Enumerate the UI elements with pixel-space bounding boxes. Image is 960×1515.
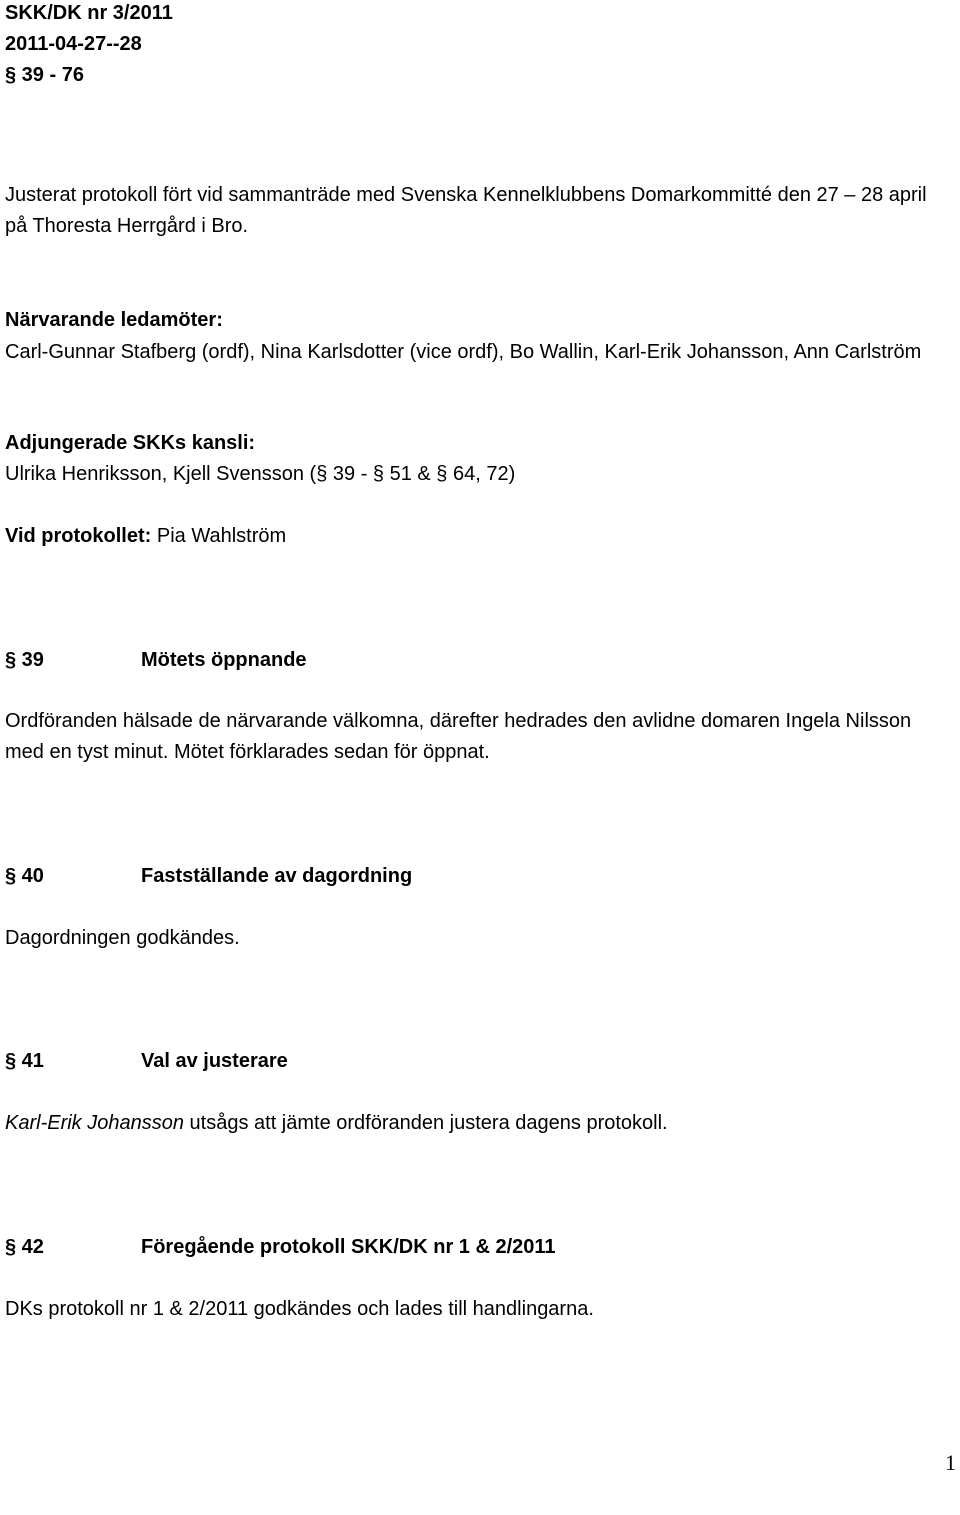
section-number: § 39 <box>5 649 44 671</box>
minutes-label: Vid protokollet: <box>5 525 152 547</box>
section-body-42: DKs protokoll nr 1 & 2/2011 godkändes och lades till handlingarna. <box>5 1298 594 1320</box>
section-heading-41 <box>5 1046 288 1077</box>
section-body-39: Ordföranden hälsade de närvarande välkomna, därefter hedrades den avlidne domaren Ingela Nilsson med en tyst minut. Mötet förklarades sedan för öppnat. <box>5 710 912 763</box>
adjunct-label: Adjungerade SKKs kansli: <box>5 432 256 454</box>
section-title: Föregående protokoll SKK/DK nr 1 & 2/2011 <box>141 1236 556 1258</box>
section-body-text: utsågs att jämte ordföranden justera dagens protokoll. <box>183 1112 668 1134</box>
meeting-dates: 2011-04-27--28 <box>5 33 142 55</box>
section-number: § 42 <box>5 1236 44 1258</box>
minutes-name: Pia Wahlström <box>156 525 287 547</box>
document-id: SKK/DK nr 3/2011 <box>5 2 173 24</box>
section-heading-42 <box>5 1232 556 1263</box>
intro-paragraph: Justerat protokoll fört vid sammanträde med Svenska Kennelklubbens Domarkommitté den 27 – 28 april på Thoresta Herrgård i Bro. <box>5 184 927 237</box>
document-header <box>5 0 952 91</box>
minutes-line <box>5 521 952 552</box>
members-label: Närvarande ledamöter: <box>5 309 223 331</box>
section-body-41 <box>5 1108 952 1139</box>
section-heading-39 <box>5 645 307 676</box>
section-title: Fastställande av dagordning <box>141 865 413 887</box>
adjunct-list: Ulrika Henriksson, Kjell Svensson (§ 39 - § 51 & § 64, 72) <box>5 463 516 485</box>
adjuster-name: Karl-Erik Johansson <box>5 1112 184 1134</box>
paragraph-range: § 39 - 76 <box>5 64 84 86</box>
section-title: Mötets öppnande <box>141 649 307 671</box>
section-title: Val av justerare <box>141 1050 288 1072</box>
members-list: Carl-Gunnar Stafberg (ordf), Nina Karlsdotter (vice ordf), Bo Wallin, Karl-Erik Johansson, Ann Carlström <box>5 341 922 363</box>
section-number: § 40 <box>5 865 44 887</box>
section-number: § 41 <box>5 1050 44 1072</box>
section-body-40: Dagordningen godkändes. <box>5 927 240 949</box>
section-heading-40 <box>5 861 412 892</box>
page-number: 1 <box>945 1450 956 1475</box>
